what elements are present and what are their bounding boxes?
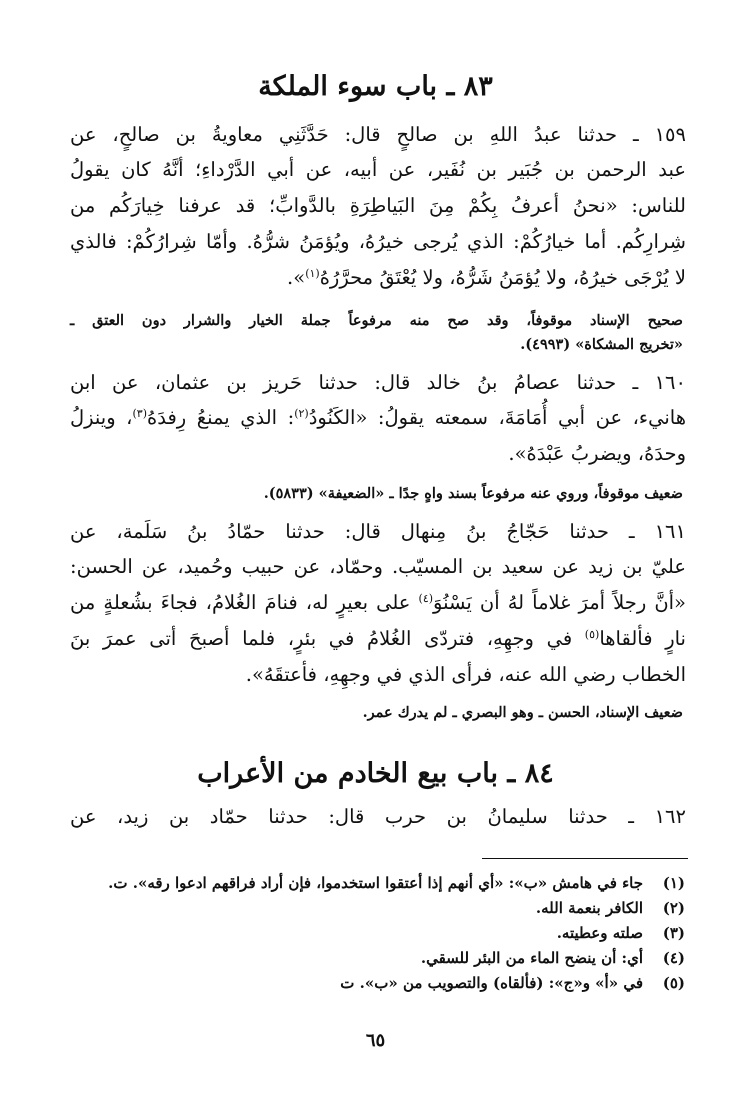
footnote-5-text: في «أ» و«ج»: (فألقاه) والتصويب من «ب». ت bbox=[340, 974, 643, 992]
footnote-separator bbox=[482, 858, 688, 859]
footnote-3 bbox=[70, 922, 685, 944]
footnote-4-text: أي: أن ينضح الماء من البئر للسقي. bbox=[420, 949, 643, 967]
hadith-160-line-2 bbox=[70, 403, 686, 433]
hadith-162-line-1: ١٦٢ ـ حدثنا سليمانُ بن حرب قال: حدثنا حمّاد بن زيد، عن bbox=[70, 805, 686, 828]
hadith-159-line-5 bbox=[70, 263, 686, 293]
hadith-161-line-4 bbox=[70, 624, 686, 654]
chapter-84-title: ٨٤ ـ باب بيع الخادم من الأعراب bbox=[197, 758, 554, 789]
hadith-159-line-1: ١٥٩ ـ حدثنا عبدُ اللهِ بن صالحٍ قال: حَدَّثَنِي معاويةُ بن صالحٍ، عن bbox=[70, 123, 686, 146]
hadith-160-line-2-b: : الذي يمنعُ رِفدَهُ bbox=[147, 406, 295, 429]
footnote-5-number: (٥) bbox=[662, 974, 685, 992]
footnote-5 bbox=[70, 972, 685, 994]
hadith-161-line-3-a: «أنَّ رجلاً أمرَ غلاماً لهُ أن يَسْنُوَ bbox=[433, 591, 686, 614]
hadith-159-line-3: للناس: «نحنُ أعرفُ بِكُمْ مِنَ البَياطِرَةِ بالدَّوابِّ؛ قد عرفنا خِيارَكُم من bbox=[70, 194, 686, 217]
footnote-ref-3[interactable]: (٣) bbox=[132, 407, 147, 420]
hadith-161-line-1: ١٦١ ـ حدثنا حَجّاجُ بنُ مِنهال قال: حدثنا حمّادُ بنُ سَلَمة، عن bbox=[70, 520, 686, 543]
hadith-161-line-2: عليّ بن زيد عن سعيد بن المسيّب. وحمّاد، عن حبيب وحُميد، عن الحسن: bbox=[70, 555, 686, 578]
hadith-161-line-3 bbox=[70, 588, 686, 618]
hadith-159-line-4: شِرارِكُم. أما خيارُكُمْ: الذي يُرجى خيرُهُ، ويُؤمَنُ شرُّهُ. وأمّا شِرارُكُمْ: فالذي bbox=[70, 230, 686, 253]
hadith-159-grade-line-1: صحيح الإسناد موقوفاً، وقد صح منه مرفوعاً جملة الخيار والشرار دون العتق ـ bbox=[70, 312, 683, 329]
hadith-161-line-3-b: على بعيرٍ له، فنامَ الغُلامُ، فجاءَ بشُعلةٍ من bbox=[70, 591, 419, 614]
footnote-ref-4[interactable]: (٤) bbox=[418, 592, 434, 605]
hadith-159-line-5-text: لا يُرْجَى خيرُهُ، ولا يُؤمَنُ شَرُّهُ، ولا يُعْتَقُ محرَّرُهُ bbox=[319, 266, 686, 289]
hadith-161-line-4-a: نارٍ فألقاها bbox=[599, 627, 686, 650]
page-number: ٦٥ bbox=[365, 1030, 386, 1051]
footnote-ref-5[interactable]: (٥) bbox=[584, 628, 600, 641]
hadith-160-line-2-c: ، وينزلُ bbox=[70, 406, 133, 429]
footnote-2-number: (٢) bbox=[662, 899, 685, 917]
hadith-160-line-3: وحدَهُ، ويضربُ عَبْدَهُ». bbox=[508, 442, 686, 465]
hadith-160-grade: ضعيف موقوفاً، وروي عنه مرفوعاً بسند واهٍ جدًا ـ «الضعيفة» (٥٨٣٣). bbox=[263, 485, 683, 502]
hadith-161-line-5: الخطاب رضي الله عنه، فرأى الذي في وجهِهِ، فأعتقَهُ». bbox=[245, 663, 686, 686]
hadith-161-grade: ضعيف الإسناد، الحسن ـ وهو البصري ـ لم يدرك عمر. bbox=[362, 704, 683, 721]
footnote-1-text: جاء في هامش «ب»: «أي أنهم إذا أعتقوا استخدموا، فإن أراد فراقهم ادعوا رقه». ت. bbox=[108, 874, 643, 892]
hadith-159-line-2: عبد الرحمن بن جُبَير بن نُفَير، عن أبيه، عن أبي الدَّرْداءِ؛ أنَّهُ كان يقولُ bbox=[70, 158, 686, 181]
footnote-2 bbox=[70, 897, 685, 919]
hadith-159-grade-line-2: «تخريج المشكاة» (٤٩٩٣). bbox=[520, 336, 683, 353]
footnote-ref-1[interactable]: (١) bbox=[305, 267, 320, 280]
footnote-3-number: (٣) bbox=[662, 924, 685, 942]
footnote-1 bbox=[70, 872, 685, 894]
footnote-ref-2[interactable]: (٢) bbox=[294, 407, 309, 420]
hadith-159-line-5-end: ». bbox=[287, 266, 306, 289]
footnote-3-text: صلته وعطيته. bbox=[556, 924, 643, 942]
hadith-161-line-4-b: في وجهِهِ، فتردّى الغُلامُ في بئرٍ، فلما أصبحَ أتى عمرَ بنَ bbox=[70, 627, 585, 650]
footnote-1-number: (١) bbox=[662, 874, 685, 892]
chapter-83-title: ٨٣ ـ باب سوء الملكة bbox=[258, 71, 493, 102]
hadith-160-line-1: ١٦٠ ـ حدثنا عصامُ بنُ خالد قال: حدثنا حَريز بن عثمان، عن ابن bbox=[70, 371, 686, 394]
footnote-4-number: (٤) bbox=[662, 949, 685, 967]
footnote-4 bbox=[70, 947, 685, 969]
footnote-2-text: الكافر بنعمة الله. bbox=[535, 899, 643, 917]
hadith-160-line-2-a: هانيء، عن أبي أُمَامَةَ، سمعته يقولُ: «الكَنُودُ bbox=[308, 406, 686, 429]
